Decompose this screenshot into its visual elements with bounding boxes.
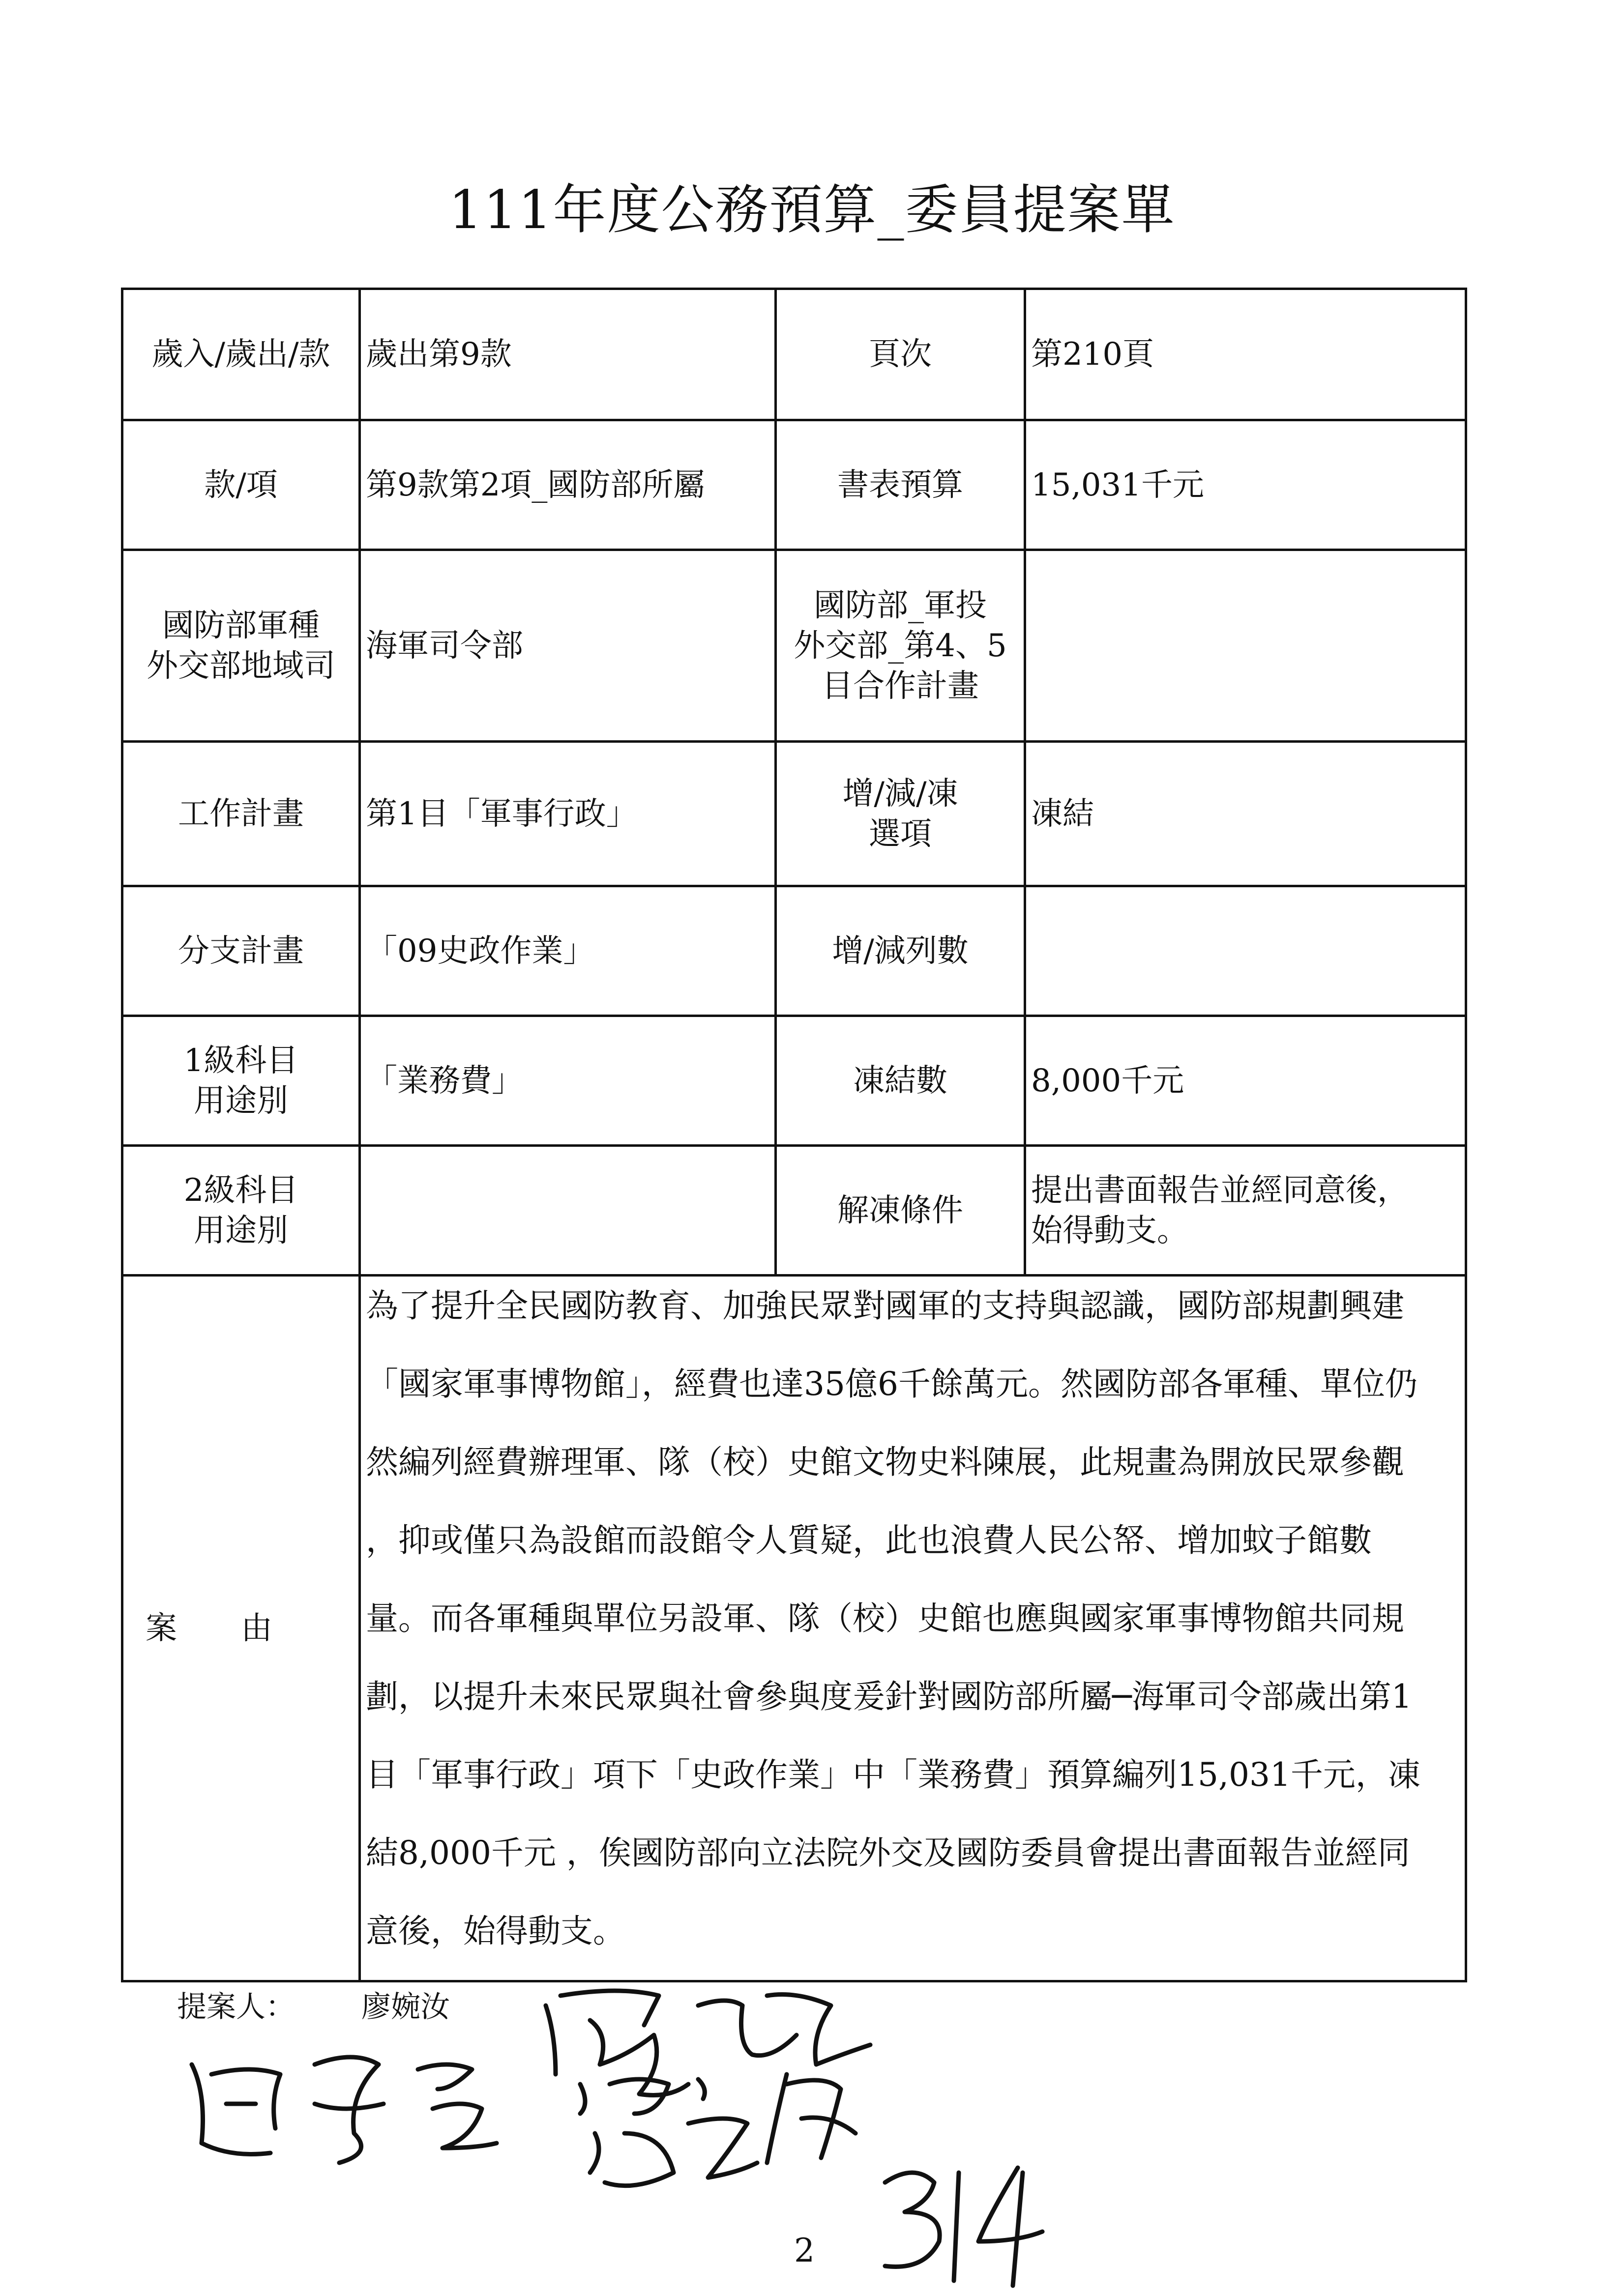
field-label-text: 工作計畫	[178, 795, 304, 832]
form-title: 111年度公務預算_委員提案單	[448, 179, 1176, 241]
field-value-text: 第210頁	[1031, 336, 1154, 373]
field-label-text: 國防部軍種 外交部地域司	[147, 607, 335, 684]
handwritten-number-314	[885, 2168, 1042, 2286]
field-label-text: 款/項	[204, 466, 278, 503]
reason-line: 量。而各軍種與單位另設軍、隊（校）史館也應與國家軍事博物館共同規	[366, 1599, 1404, 1637]
reason-line: 然編列經費辦理軍、隊（校）史館文物史料陳展，此規畫為開放民眾參觀	[366, 1443, 1404, 1481]
field-label-text: 分支計畫	[178, 932, 304, 969]
field-label-text: 解凍條件	[837, 1192, 963, 1229]
reason-line: 劃，以提升未來民眾與社會參與度爰針對國防部所屬─海軍司令部歲出第1	[366, 1678, 1412, 1715]
reason-line: 「國家軍事博物館」，經費也達35億6千餘萬元。然國防部各軍種、單位仍	[366, 1365, 1417, 1403]
field-value-text: 歲出第9款	[366, 336, 512, 373]
reason-line: 為了提升全民國防教育、加強民眾對國軍的支持與認識，國防部規劃興建	[366, 1287, 1404, 1325]
field-label-text: 頁次	[869, 336, 932, 373]
field-value-text: 第9款第2項_國防部所屬	[366, 466, 705, 503]
field-value-text: 15,031千元	[1031, 466, 1204, 503]
signature-2	[192, 2057, 497, 2163]
field-label-text: 國防部_軍投 外交部_第4、5 目合作計畫	[794, 587, 1007, 704]
field-label-text: 增/減/凍 選項	[842, 775, 958, 852]
field-label-text: 歲入/歲出/款	[151, 336, 330, 373]
proposer-name: 廖婉汝	[361, 1990, 450, 2024]
signature-3	[580, 2074, 856, 2186]
reason-line: ，抑或僅只為設館而設館令人質疑，此也浪費人民公帑、增加蚊子館數	[366, 1521, 1372, 1559]
field-value-text: 8,000千元	[1031, 1062, 1184, 1099]
field-label-text: 2級科目 用途別	[183, 1172, 298, 1249]
reason-line: 目「軍事行政」項下「史政作業」中「業務費」預算編列15,031千元，凍	[366, 1756, 1420, 1794]
field-label-text: 書表預算	[837, 466, 963, 503]
field-label-text: 1級科目 用途別	[183, 1042, 298, 1119]
field-value-text: 凍結	[1031, 795, 1094, 832]
proposer-label: 提案人：	[177, 1990, 295, 2024]
field-label-text: 凍結數	[853, 1062, 947, 1099]
field-label-text: 增/減列數	[832, 932, 969, 969]
field-value-text: 提出書面報告並經同意後， 始得動支。	[1031, 1172, 1409, 1249]
page-number: 2	[794, 2232, 815, 2269]
field-value-text: 「業務費」	[366, 1062, 523, 1099]
field-value-text: 「09史政作業」	[366, 932, 595, 969]
reason-line: 結8,000千元 ，俟國防部向立法院外交及國防委員會提出書面報告並經同	[366, 1834, 1410, 1872]
field-value-text: 海軍司令部	[366, 627, 523, 664]
field-value-text: 第1目「軍事行政」	[366, 795, 638, 832]
reason-label-text: 案由	[146, 1610, 336, 1647]
reason-line: 意後，始得動支。	[366, 1912, 625, 1950]
